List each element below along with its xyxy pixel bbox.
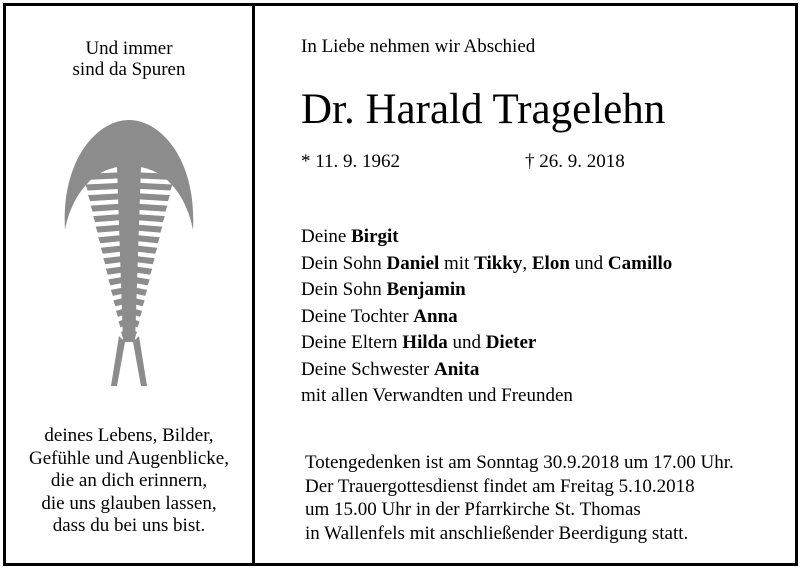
mourner-relation: Dein Sohn — [301, 252, 387, 274]
quote-bottom — [6, 425, 252, 538]
quote-top-line: sind da Spuren — [72, 59, 186, 80]
deceased-name: Dr. Harald Tragelehn — [301, 86, 666, 133]
mourners-list — [301, 224, 672, 410]
mourner-relation: Deine Eltern — [301, 332, 403, 353]
service-line: um 15.00 Uhr in der Pfarrkirche St. Thomas — [305, 499, 641, 520]
farewell-line: In Liebe nehmen wir Abschied — [301, 36, 536, 57]
quote-bottom-line: deines Lebens, Bilder, — [44, 425, 214, 446]
mourner-line — [301, 304, 672, 331]
quote-top-line: Und immer — [85, 38, 173, 59]
birth-date: * 11. 9. 1962 — [301, 151, 401, 172]
mourner-name: Tikky — [474, 252, 523, 274]
trilobite-fossil-icon — [61, 110, 197, 386]
mourner-line — [301, 277, 672, 304]
quote-bottom-line: die uns glauben lassen, — [41, 492, 217, 514]
mourner-line — [301, 383, 672, 410]
mourner-line — [301, 251, 672, 278]
mourner-line — [301, 330, 672, 357]
service-line: Der Trauergottesdienst findet am Freitag 5.10.2018 — [305, 475, 695, 497]
mourner-name: Camillo — [607, 252, 673, 274]
mourner-relation: Deine Tochter — [301, 305, 414, 327]
mourner-name: Benjamin — [386, 279, 466, 300]
service-line: Totengedenken ist am Sonntag 30.9.2018 um 17.00 Uhr. — [305, 452, 734, 473]
service-info — [305, 451, 734, 545]
service-line: in Wallenfels mit anschließender Beerdigung statt. — [305, 522, 689, 544]
quote-top — [6, 38, 252, 80]
mourner-relation: mit — [439, 252, 475, 274]
death-date: † 26. 9. 2018 — [525, 151, 625, 172]
mourner-line — [301, 224, 672, 251]
mourner-name: Daniel — [386, 252, 440, 274]
mourner-relation: , — [522, 252, 532, 274]
quote-bottom-line: die an dich erinnern, — [50, 470, 208, 491]
mourner-relation: und — [569, 252, 608, 274]
mourner-relation: Deine Schwester — [301, 358, 434, 380]
mourner-name: Dieter — [485, 332, 537, 353]
right-panel — [255, 6, 792, 563]
mourner-relation: mit allen Verwandten und Freunden — [301, 385, 573, 406]
mourner-name: Anna — [413, 305, 458, 327]
quote-bottom-line: Gefühle und Augenblicke, — [29, 447, 229, 469]
mourner-relation: und — [447, 332, 486, 353]
mourner-name: Birgit — [351, 226, 399, 247]
mourner-relation: Dein Sohn — [301, 279, 387, 300]
quote-bottom-line: dass du bei uns bist. — [52, 515, 206, 536]
mourner-name: Hilda — [402, 332, 448, 353]
mourner-name: Anita — [433, 358, 480, 380]
left-panel — [6, 6, 252, 563]
mourner-name: Elon — [531, 252, 570, 274]
mourner-relation: Deine — [301, 226, 352, 247]
mourner-line — [301, 357, 672, 384]
